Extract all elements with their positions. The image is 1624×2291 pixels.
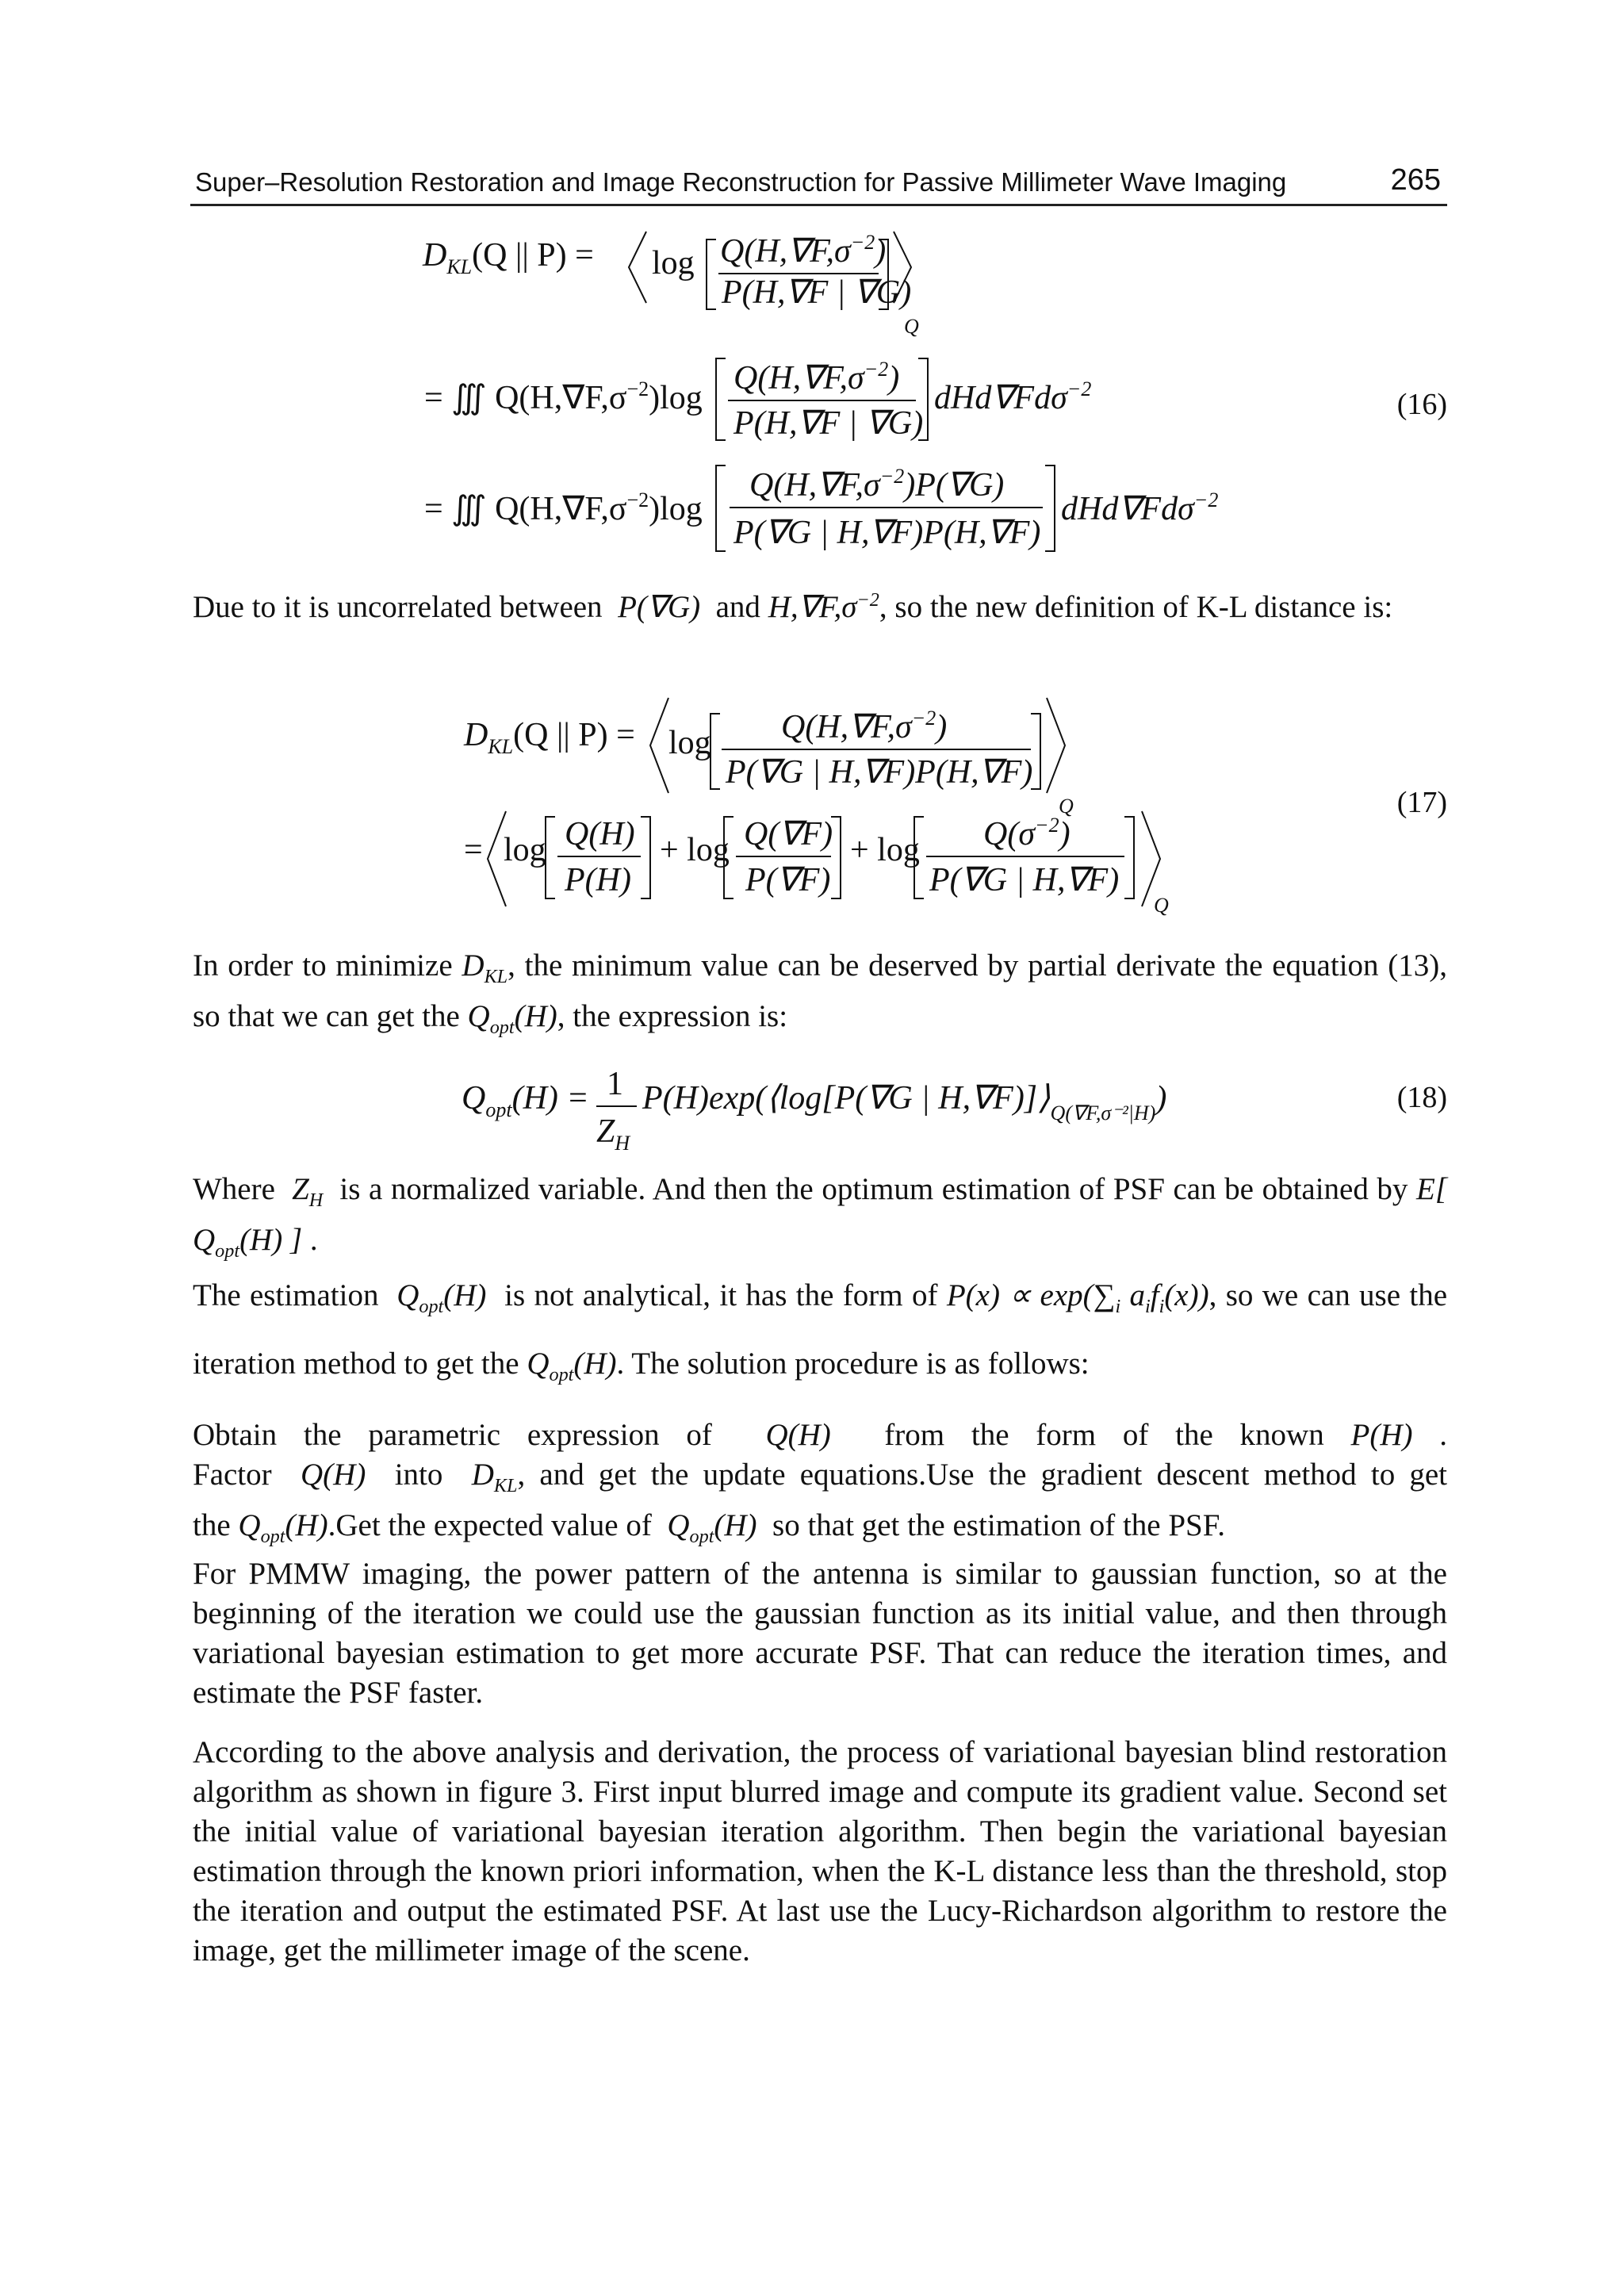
svg-text:Q: Q [1154, 894, 1169, 916]
svg-text:P(∇G | H,∇F)P(H,∇F): P(∇G | H,∇F)P(H,∇F) [733, 515, 1041, 551]
svg-text:dHd∇Fdσ−2: dHd∇Fdσ$^{-2}$ [1061, 488, 1219, 527]
svg-text:ZH: $Z_H$ [596, 1113, 630, 1155]
svg-text:P(∇G | H,∇F): P(∇G | H,∇F) [929, 862, 1120, 898]
svg-text:P(∇F): P(∇F) [745, 862, 831, 898]
equation-17-number: (17) [1396, 786, 1447, 819]
svg-text:P(H): P(H) [565, 862, 631, 898]
svg-text:log: log [652, 245, 695, 282]
paragraph-where: Where $Z_H$ is a normalized variable. And then the optimum estimation of PSF can be obtained by E[ $Q_{opt}(H)$ ] . [193, 1172, 1448, 1262]
eq16-l1-lhs: $D_{KL}(Q$ || P) = [423, 237, 594, 278]
svg-text:Q: Q [904, 315, 919, 338]
svg-text:log: log [504, 832, 546, 868]
page-number: 265 [1390, 163, 1441, 197]
svg-text:Q(H,∇F,σ−2): $Q(H,\nabla F,\sigma^{-2})$ [781, 707, 948, 745]
paragraph-minimize: In order to minimize $D_{KL}$, the minimum value can be deserved by partial derivate the equation (13), so that we can get the $Q_{opt}(H)$, the expression is: [193, 948, 1447, 1038]
eq16-l3-prefix: = ∭ $Q(H,\nabla F,\sigma^{-2})\log$ [424, 488, 703, 527]
eq16-l2-prefix: = ∭ $Q(H,\nabla F,\sigma^{-2})\log$ [424, 377, 703, 416]
svg-text:Q(H): Q(H) [565, 816, 635, 852]
equation-18-number: (18) [1396, 1081, 1447, 1114]
running-header [190, 163, 1447, 206]
equation-18 [0, 1067, 1624, 1162]
svg-text:Q(H,∇F,σ−2): $Q(H,\nabla F,\sigma^{-2})$ [733, 358, 900, 397]
svg-text:P(H,∇F | ∇G): P(H,∇F | ∇G) [733, 405, 924, 442]
paragraph-analysis: According to the above analysis and derivation, the process of variational bayesian blind restoration algorithm as shown in figure 3. First input blurred image and compute its gradient value. Second set the initial value of variational bayesian iteration algorithm. Then begin the variational bayesian estimation through the known priori information, when the K-L distance less than the threshold, stop the iteration and output the estimated PSF. At last use the Lucy-Richardson algorithm to restore the image, get the millimeter image of the scene. [193, 1735, 1447, 1967]
svg-text:Q(σ−2): $Q(\sigma^{-2})$ [983, 814, 1071, 852]
svg-text:=: = [464, 832, 483, 868]
svg-text:dHd∇Fdσ−2: dHd∇Fdσ$^{-2}$ [934, 377, 1092, 416]
svg-text:1: 1 [607, 1067, 623, 1102]
svg-text:+ log: + log [850, 832, 920, 868]
paragraph-estimation: The estimation $Q_{opt}(H)$ is not analytical, it has the form of $P(x) \propto \exp(\sum_i$ $a_if_i(x)$), so we can use the iteration method to get the $Q_{opt}(H)$. The solution procedure is as follows: [193, 1278, 1448, 1385]
svg-text:Q(H,∇F,σ−2)P(∇G): $Q(H,\nabla F,\sigma^{-2})P(\nabla G)$ [749, 465, 1005, 504]
svg-text:P(H)exp(⟨log[P(∇G | H,∇F)]⟩Q(∇: P(H)exp(⟨log[P(∇G | $H,\nabla F)]⟩_{Q(\nabla F,\sigma^{-2}|H)}$) [642, 1080, 1167, 1124]
svg-text:Q(H,∇F,σ−2): $Q(H,\nabla F,\sigma^{-2})$ [720, 231, 887, 270]
svg-text:P(H,∇F | ∇G): P(H,∇F | ∇G) [722, 274, 912, 311]
svg-text:log: log [668, 725, 711, 761]
svg-text:Q(∇F): Q(∇F) [744, 816, 833, 852]
paragraph-uncorrelated: Due to it is uncorrelated between P(∇G) and $H,\nabla F,\sigma^{-2}$, so the new definition of K-L distance is: [193, 589, 1393, 624]
equation-16-number: (16) [1396, 388, 1447, 421]
svg-text:+ log: + log [660, 832, 730, 868]
equation-16 [0, 230, 1624, 563]
svg-text:DKL(Q || P) =: $D_{KL}(Q$ || P) = [464, 717, 635, 758]
svg-text:Qopt(H) =: $Q_{opt}(H)$ = [462, 1080, 589, 1121]
paragraph-procedure: Obtain the parametric expression of Q(H) from the form of the known P(H) . Factor Q(H) into $D_{KL}$, and get the update equations.Use the gradient descent method to get the $Q_{opt}(H).Get$ the expected value of $Q_{opt}(H)$ so that get the estimation of the PSF. [193, 1418, 1448, 1547]
running-title: Super–Resolution Restoration and Image Reconstruction for Passive Millimeter Wave Imaging [195, 167, 1287, 197]
equation-17 [0, 686, 1624, 916]
svg-text:Q: Q [1059, 795, 1074, 818]
svg-text:P(∇G | H,∇F)P(H,∇F): P(∇G | H,∇F)P(H,∇F) [726, 754, 1033, 791]
paragraph-pmmw: For PMMW imaging, the power pattern of the antenna is similar to gaussian function, so at the beginning of the iteration we could use the gaussian function as its initial value, and then through variational bayesian estimation to get more accurate PSF. That can reduce the iteration times, and estimate the PSF faster. [193, 1557, 1447, 1710]
